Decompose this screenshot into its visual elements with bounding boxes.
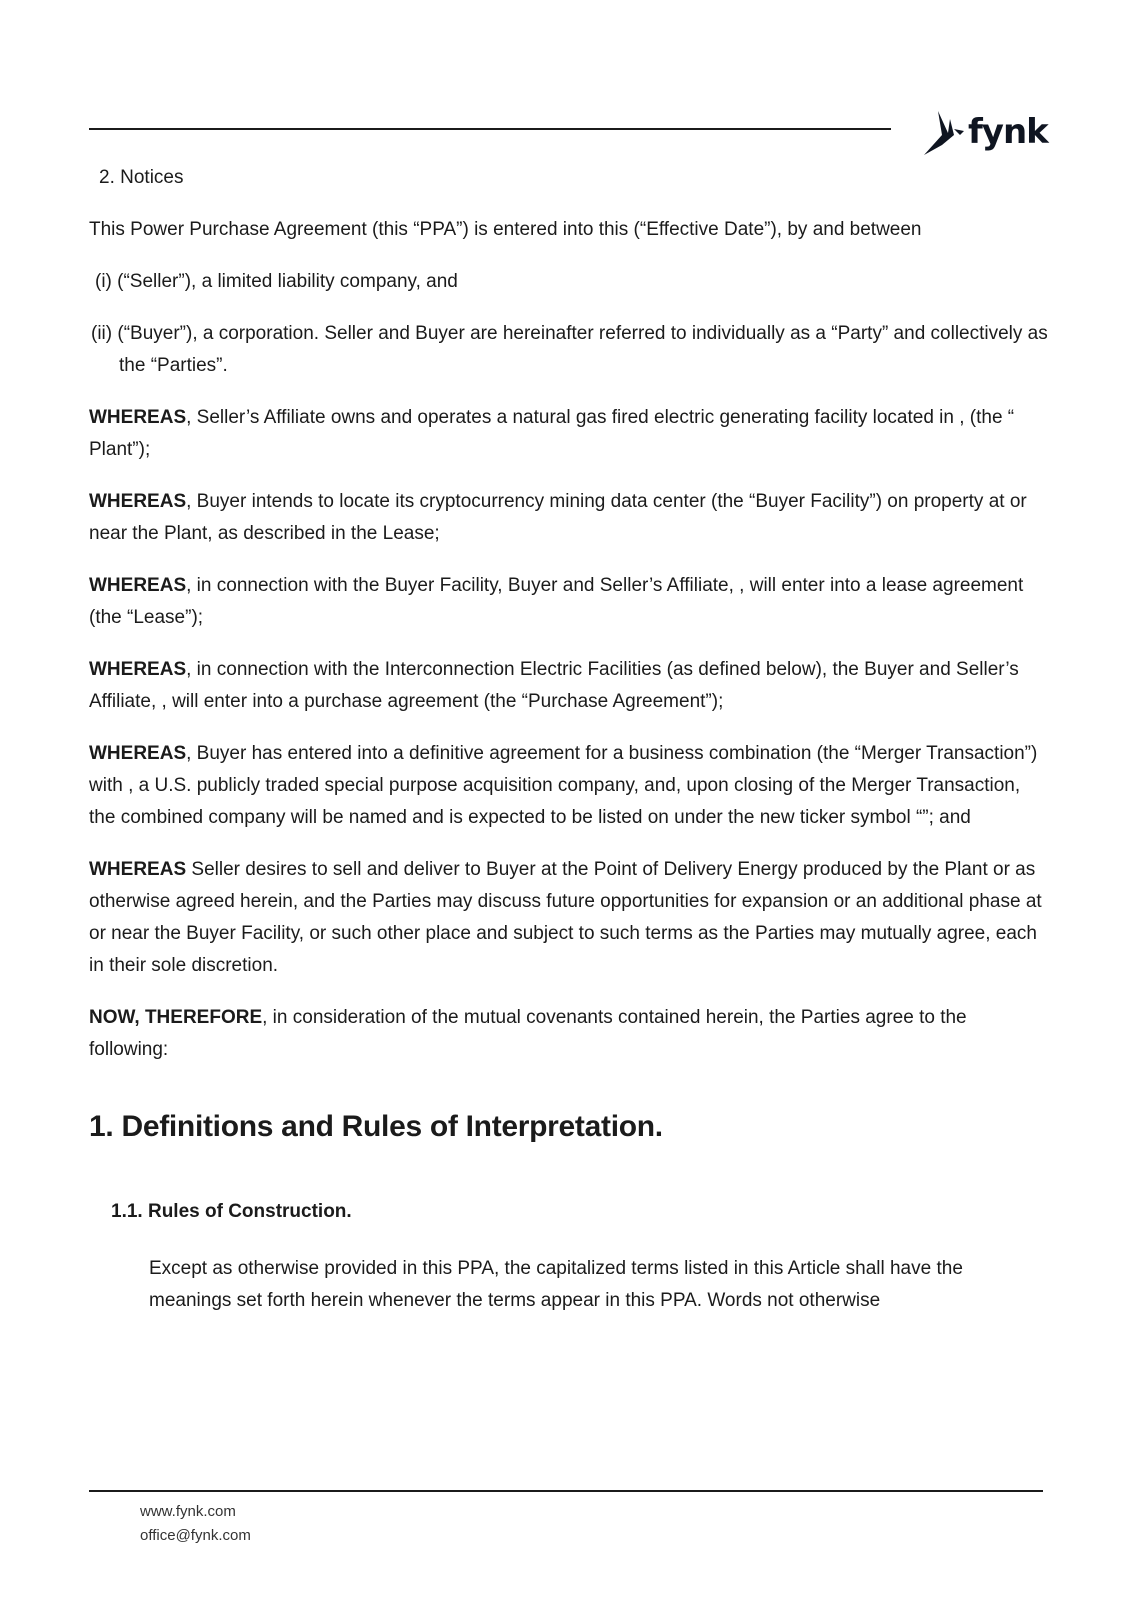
footer	[140, 1500, 251, 1548]
notices-heading: 2. Notices	[99, 167, 184, 188]
party-i: (i) (“Seller”), a limited liability company, and	[95, 271, 458, 292]
recital-lead: WHEREAS	[89, 491, 187, 512]
recital-text: Seller desires to sell and deliver to Buyer at the Point of Delivery Energy produced by the Plant or as otherwise agreed herein, and the Parties may discuss future opportunities for expansion or an additional phase at or near the Buyer Facility, or such other place and subject to such terms as the Parties may mutually agree, each in their sole discretion.	[89, 859, 1042, 976]
recital-paragraph	[89, 654, 1049, 718]
recital-lead: WHEREAS	[89, 743, 187, 764]
party-ii: (ii) (“Buyer”), a corporation. Seller and Buyer are hereinafter referred to individually as a “Party” and collectively as the “Parties”.	[91, 323, 1048, 376]
footer-email-link[interactable]: office@fynk.com	[140, 1527, 251, 1544]
recital-text: , Buyer intends to locate its cryptocurrency mining data center (the “Buyer Facility”) on property at or near the Plant, as described in the Lease;	[89, 491, 1027, 544]
recital-lead: WHEREAS	[89, 575, 187, 596]
recital-paragraph	[89, 486, 1049, 550]
recital-paragraph	[89, 570, 1049, 634]
footer-divider	[89, 1490, 1043, 1492]
resolution-paragraph	[89, 1002, 1049, 1066]
subsection-heading: 1.1. Rules of Construction.	[111, 1201, 352, 1222]
resolution-text: , in consideration of the mutual covenants contained herein, the Parties agree to the following:	[89, 1007, 967, 1060]
recital-lead: WHEREAS	[89, 859, 187, 880]
recital-paragraph	[89, 402, 1049, 466]
recital-paragraph	[89, 854, 1049, 982]
recital-text: , Seller’s Affiliate owns and operates a natural gas fired electric generating facility located in , (the “ Plant”);	[89, 407, 1015, 460]
recital-text: , in connection with the Interconnection Electric Facilities (as defined below), the Buyer and Seller’s Affiliate, , will enter into a purchase agreement (the “Purchase Agreement”);	[89, 659, 1019, 712]
brand-name: fynk	[968, 112, 1048, 152]
recital-lead: WHEREAS	[89, 659, 187, 680]
recital-lead: WHEREAS	[89, 407, 187, 428]
subsection-paragraph: Except as otherwise provided in this PPA, the capitalized terms listed in this Article shall have the meanings set forth herein whenever the terms appear in this PPA. Words not otherwise	[149, 1258, 963, 1311]
header-divider	[89, 128, 891, 130]
recital-paragraph	[89, 738, 1049, 834]
intro-paragraph: This Power Purchase Agreement (this “PPA”) is entered into this (“Effective Date”), by and between	[89, 219, 922, 240]
recital-text: , Buyer has entered into a definitive agreement for a business combination (the “Merger Transaction”) with , a U.S. publicly traded special purpose acquisition company, and, upon closing of the Merger Transaction, the combined company will be named and is expected to be listed on under the new ticker symbol “”; and	[89, 743, 1038, 828]
resolution-lead: NOW, THEREFORE	[89, 1007, 263, 1028]
document-body	[89, 162, 1049, 1317]
footer-website-link[interactable]: www.fynk.com	[140, 1503, 236, 1520]
fynk-bird-icon	[920, 105, 972, 159]
recital-text: , in connection with the Buyer Facility, Buyer and Seller’s Affiliate, , will enter into a lease agreement (the “Lease”);	[89, 575, 1024, 628]
brand-logo	[920, 104, 1050, 160]
section-heading: 1. Definitions and Rules of Interpretation.	[89, 1110, 663, 1143]
